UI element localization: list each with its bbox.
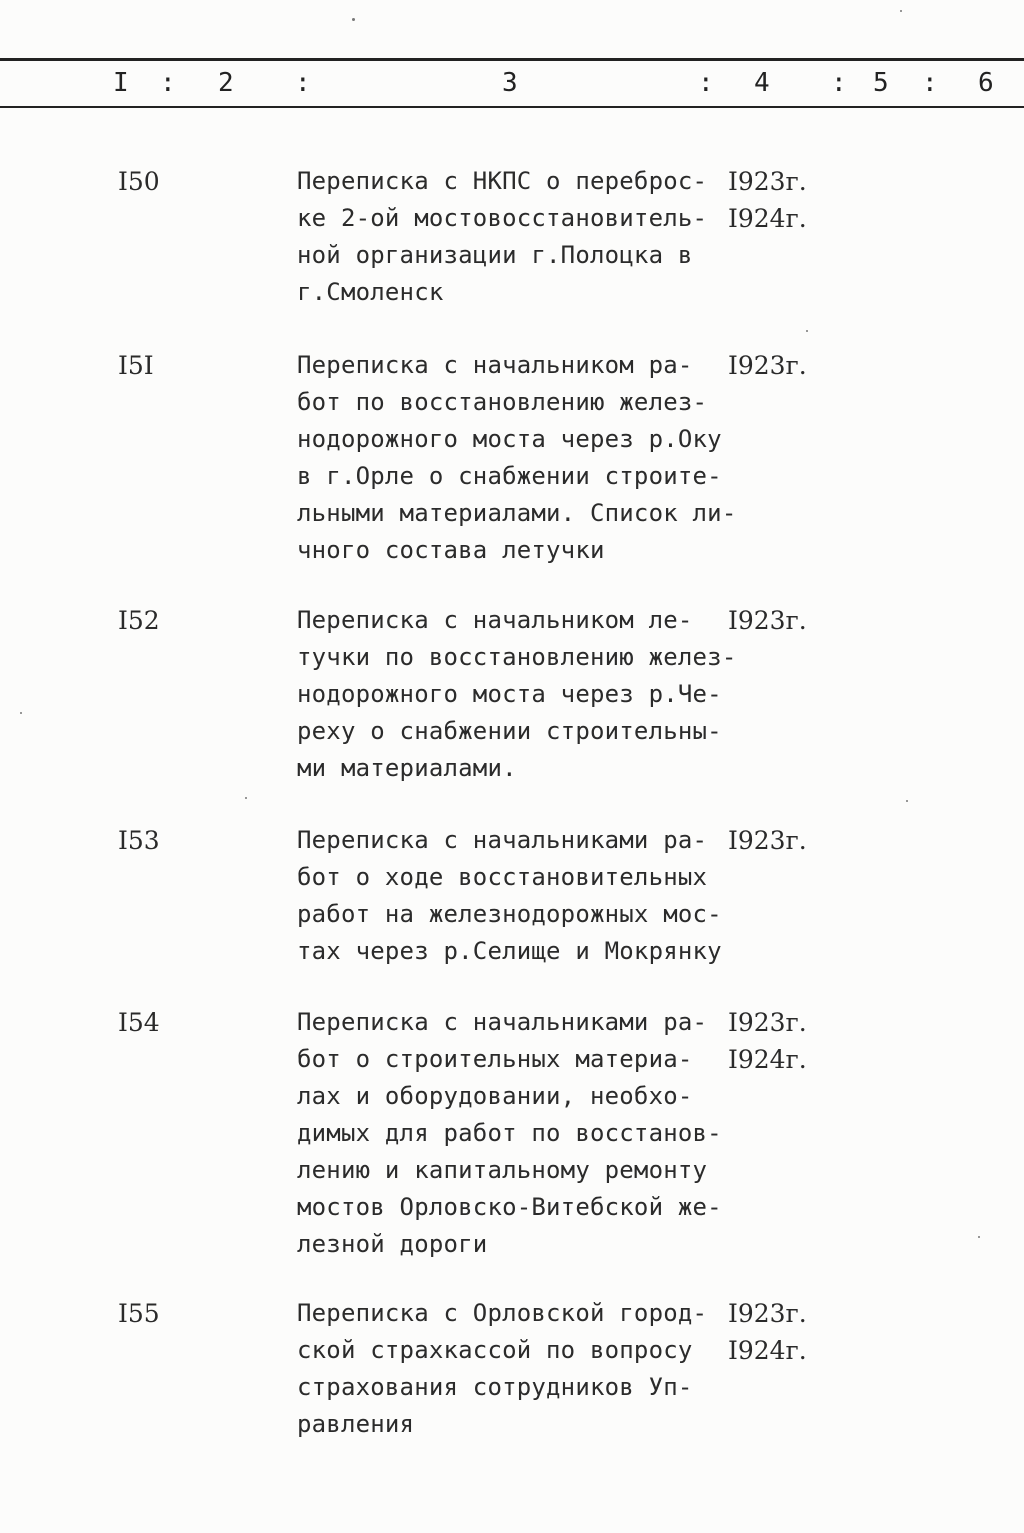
- description-line: бот о ходе восстановительных: [297, 863, 708, 891]
- description-line: г.Смоленск: [297, 278, 444, 306]
- entry-dates: [728, 1004, 838, 1078]
- entry-date: I924г.: [728, 1045, 807, 1074]
- header-col-2: 2: [218, 68, 234, 98]
- description-line: ской страхкассой по вопросу: [297, 1336, 693, 1364]
- description-line: лению и капитальному ремонту: [297, 1156, 708, 1184]
- entry-number: I50: [118, 167, 160, 196]
- header-col-3: 3: [502, 68, 518, 98]
- header-col-1: I: [113, 68, 129, 98]
- description-line: равления: [297, 1410, 415, 1438]
- description-line: димых для работ по восстанов-: [297, 1119, 722, 1147]
- header-separator: :: [160, 68, 176, 98]
- entry-date: I923г.: [728, 1008, 807, 1037]
- description-line: ке 2-ой мостовосстановитель-: [297, 204, 708, 232]
- description-line: мостов Орловско-Витебской же-: [297, 1193, 722, 1221]
- header-separator: :: [698, 68, 714, 98]
- description-line: бот по восстановлению желез-: [297, 388, 708, 416]
- header-col-4: 4: [754, 68, 770, 98]
- entry-number: I53: [118, 826, 160, 855]
- description-line: лезной дороги: [297, 1230, 488, 1258]
- description-line: страхования сотрудников Уп-: [297, 1373, 693, 1401]
- description-line: бот о строительных материа-: [297, 1045, 693, 1073]
- header-separator: :: [295, 68, 311, 98]
- entry-date: I923г.: [728, 351, 807, 380]
- entry-dates: [728, 1295, 838, 1369]
- description-line: тучки по восстановлению желез-: [297, 643, 737, 671]
- description-line: Переписка с Орловской город-: [297, 1299, 708, 1327]
- header-top-rule: [0, 58, 1024, 61]
- scan-speck: [906, 800, 908, 802]
- description-line: нодорожного моста через р.Оку: [297, 425, 722, 453]
- description-line: Переписка с НКПС о переброс-: [297, 167, 708, 195]
- scan-speck: [352, 18, 355, 21]
- description-line: в г.Орле о снабжении строите-: [297, 462, 722, 490]
- description-line: ной организации г.Полоцка в: [297, 241, 693, 269]
- header-separator: :: [831, 68, 847, 98]
- entry-number: I54: [118, 1008, 160, 1037]
- entry-description: [297, 1295, 737, 1443]
- entry-number: I5I: [118, 351, 154, 380]
- description-line: Переписка с начальником ле-: [297, 606, 693, 634]
- entry-dates: [728, 163, 838, 237]
- entry-date: I923г.: [728, 606, 807, 635]
- header-col-5: 5: [873, 68, 889, 98]
- description-line: чного состава летучки: [297, 536, 605, 564]
- entry-description: [297, 1004, 737, 1263]
- description-line: Переписка с начальником ра-: [297, 351, 693, 379]
- description-line: тах через р.Селище и Мокрянку: [297, 937, 722, 965]
- entry-description: [297, 822, 737, 970]
- scan-speck: [245, 797, 247, 799]
- description-line: ми материалами.: [297, 754, 517, 782]
- description-line: льными материалами. Список ли-: [297, 499, 737, 527]
- description-line: реху о снабжении строительны-: [297, 717, 722, 745]
- entry-description: [297, 602, 737, 787]
- scan-speck: [20, 712, 22, 714]
- entry-dates: [728, 602, 838, 639]
- entry-date: I924г.: [728, 204, 807, 233]
- entry-dates: [728, 347, 838, 384]
- entry-number: I55: [118, 1299, 160, 1328]
- scan-speck: [900, 10, 902, 12]
- entry-date: I924г.: [728, 1336, 807, 1365]
- entry-description: [297, 163, 737, 311]
- scan-speck: [978, 1236, 980, 1238]
- entry-date: I923г.: [728, 1299, 807, 1328]
- header-bottom-rule: [0, 106, 1024, 108]
- entry-number: I52: [118, 606, 160, 635]
- description-line: нодорожного моста через р.Че-: [297, 680, 722, 708]
- entry-date: I923г.: [728, 167, 807, 196]
- entry-date: I923г.: [728, 826, 807, 855]
- entry-description: [297, 347, 737, 569]
- header-col-6: 6: [978, 68, 994, 98]
- description-line: лах и оборудовании, необхо-: [297, 1082, 693, 1110]
- entry-dates: [728, 822, 838, 859]
- description-line: работ на железнодорожных мос-: [297, 900, 722, 928]
- description-line: Переписка с начальниками ра-: [297, 1008, 708, 1036]
- scan-speck: [806, 330, 808, 332]
- header-separator: :: [922, 68, 938, 98]
- description-line: Переписка с начальниками ра-: [297, 826, 708, 854]
